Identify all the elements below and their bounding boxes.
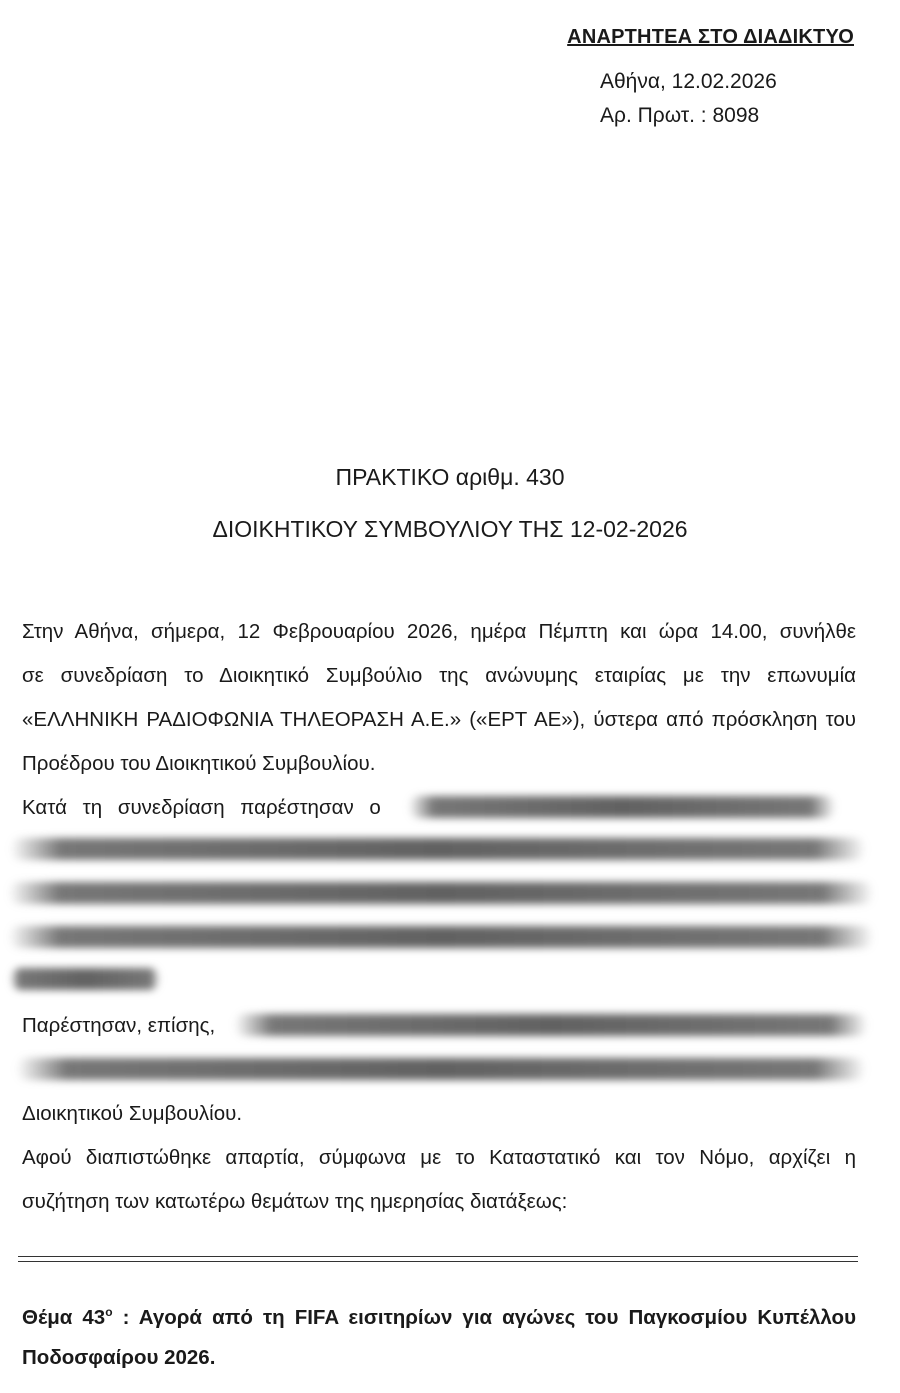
also-present-prefix: Παρέστησαν, επίσης, [22, 1014, 216, 1037]
board-title: ΔΙΟΙΚΗΤΙΚΟΥ ΣΥΜΒΟΥΛΙΟΥ ΤΗΣ 12-02-2026 [212, 516, 688, 542]
present-prefix: Κατά τη συνεδρίαση παρέστησαν ο [22, 796, 381, 819]
intro-paragraph [22, 610, 856, 786]
redaction-bar [234, 1014, 868, 1036]
quorum-paragraph [22, 1136, 856, 1224]
protocol-line: Αρ. Πρωτ. : 8098 [600, 104, 760, 127]
minutes-title: ΠΡΑΚΤΙΚΟ αριθμ. 430 [335, 464, 565, 490]
subject-label: Θέμα 43 [22, 1305, 106, 1329]
agenda-subject [22, 1292, 856, 1378]
redaction-bar [8, 926, 874, 948]
quorum-line-1: Αφού διαπιστώθηκε απαρτία, σύμφωνα με το Καταστατικό και τον Νόμο, αρχίζει η [22, 1146, 856, 1169]
redaction-bar [8, 882, 874, 904]
posting-mark: ΑΝΑΡΤΗΤΕΑ ΣΤΟ ΔΙΑΔΙΚΤΥΟ [567, 26, 854, 48]
redaction-bar [10, 838, 866, 860]
redaction-bar [408, 796, 836, 818]
date-line: Αθήνα, 12.02.2026 [600, 70, 777, 93]
divider [18, 1261, 858, 1262]
intro-line-4: Προέδρου του Διοικητικού Συμβουλίου. [22, 752, 376, 775]
subject-superscript: ο [105, 1305, 113, 1319]
redaction-bar [16, 1058, 866, 1080]
divider [18, 1256, 858, 1257]
subject-text: : Αγορά από τη FIFA εισιτηρίων για αγώνες του Παγκοσμίου Κυπέλλου Ποδοσφαίρου 2026. [22, 1305, 857, 1369]
board-suffix: Διοικητικού Συμβουλίου. [22, 1102, 243, 1125]
redaction-bar [10, 968, 160, 990]
intro-line-2: σε συνεδρίαση το Διοικητικό Συμβούλιο της ανώνυμης εταιρίας με την επωνυμία [22, 664, 856, 687]
intro-line-3: «ΕΛΛΗΝΙΚΗ ΡΑΔΙΟΦΩΝΙΑ ΤΗΛΕΟΡΑΣΗ Α.Ε.» («ΕΡΤ ΑΕ»), ύστερα από πρόσκληση του [22, 708, 856, 731]
quorum-line-2: συζήτηση των κατωτέρω θεμάτων της ημερησίας διατάξεως: [22, 1190, 568, 1213]
intro-line-1: Στην Αθήνα, σήμερα, 12 Φεβρουαρίου 2026, ημέρα Πέμπτη και ώρα 14.00, συνήλθε [22, 620, 856, 643]
